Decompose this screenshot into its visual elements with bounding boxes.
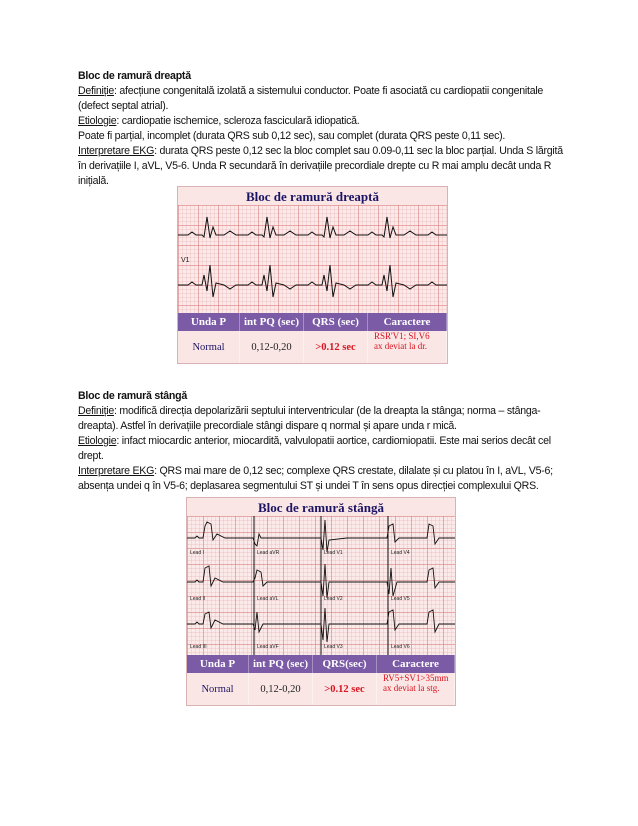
ecg-12-lead-traces xyxy=(187,516,455,655)
lead-label: Lead V1 xyxy=(324,550,343,556)
rbbb-etiology xyxy=(78,114,568,129)
lead-label: Lead V6 xyxy=(391,644,410,650)
rbbb-criteria-table xyxy=(178,313,447,363)
cell-p-wave: Normal xyxy=(178,331,240,363)
interpretation-label: Interpretare EKG xyxy=(78,145,155,157)
etiology-label: Etiologie xyxy=(78,435,117,447)
header-p-wave: Unda P xyxy=(187,655,249,673)
interpretation-text: : QRS mai mare de 0,12 sec; complexe QRS crestate, dilalate și cu platou în I, aVL, V5-6; absența undei q în V5-6; deplasarea segmentului ST și undei T în sens opus direcției complexului QRS. xyxy=(78,465,553,492)
header-characteristics: Caractere xyxy=(368,313,447,331)
cell-pq: 0,12-0,20 xyxy=(249,673,313,705)
definition-label: Definiție xyxy=(78,405,115,417)
rbbb-heading: Bloc de ramură dreaptă xyxy=(78,70,191,82)
header-p-wave: Unda P xyxy=(178,313,240,331)
lead-label: Lead V3 xyxy=(324,644,343,650)
figure-title: Bloc de ramură dreaptă xyxy=(246,189,379,204)
rbbb-interpretation xyxy=(78,144,568,189)
lbbb-interpretation xyxy=(78,464,568,494)
definition-text: : afecțiune congenitală izolată a sistemului conductor. Poate fi asociată cu cardiopatii congenitale (defect septal atrial). xyxy=(78,85,544,112)
header-characteristics: Caractere xyxy=(377,655,455,673)
characteristic-axis: ax deviat la stg. xyxy=(383,683,440,693)
ecg-grid xyxy=(178,205,447,313)
lead-label: Lead aVF xyxy=(257,644,279,650)
lead-label-v1: V1 xyxy=(181,257,190,264)
lead-label: Lead aVL xyxy=(257,596,279,602)
cell-pq: 0,12-0,20 xyxy=(240,331,304,363)
etiology-text: : infact miocardic anterior, miocardită, valvulopatii aortice, cardiomiopatii. Este mai serios decât cel drept. xyxy=(78,435,551,462)
interpretation-label: Interpretare EKG xyxy=(78,465,155,477)
characteristic-amplitude: RV5+SV1>35mm xyxy=(383,673,449,683)
definition-text: : modifică direcția depolarizării septului interventricular (de la dreapta la stânga; norma – stânga-dreapta). Astfel în derivațiile precordiale stângi dispare q normal și apare unda r mică. xyxy=(78,405,541,432)
etiology-label: Etiologie xyxy=(78,115,117,127)
header-qrs: QRS(sec) xyxy=(313,655,377,673)
cell-p-wave: Normal xyxy=(187,673,249,705)
ecg-grid xyxy=(187,516,455,655)
figure-title: Bloc de ramură stângă xyxy=(257,500,385,515)
rbbb-partial: Poate fi parțial, incomplet (durata QRS sub 0,12 sec), sau complet (durata QRS peste 0,11 sec). xyxy=(78,130,506,142)
lbbb-criteria-table xyxy=(187,655,455,705)
lbbb-section xyxy=(78,389,568,494)
lead-label: Lead I xyxy=(190,550,204,556)
interpretation-text: : durata QRS peste 0,12 sec la bloc complet sau 0.09-0,11 sec la bloc parțial. Unda S lărgită în derivațiile I, aVL, V5-6. Unda R secundară în derivațiile precordiale drepte cu R mai amplu decât unda R inițială. xyxy=(78,145,563,187)
lbbb-definition xyxy=(78,404,568,434)
lead-label: Lead V2 xyxy=(324,596,343,602)
lbbb-etiology xyxy=(78,434,568,464)
rbbb-definition xyxy=(78,84,568,114)
cell-qrs: >0.12 sec xyxy=(304,331,368,363)
lead-label: Lead aVR xyxy=(257,550,280,556)
characteristic-morphology: RSR'V1; SI,V6 xyxy=(374,331,430,341)
definition-label: Definiție xyxy=(78,85,115,97)
lead-label: Lead V5 xyxy=(391,596,410,602)
lead-label: Lead II xyxy=(190,596,206,602)
lead-label: Lead V4 xyxy=(391,550,410,556)
etiology-text: : cardiopatie ischemice, scleroza fasciculară idiopatică. xyxy=(116,115,360,127)
cell-characteristics xyxy=(368,331,447,363)
rbbb-section xyxy=(78,69,568,189)
cell-qrs: >0.12 sec xyxy=(313,673,377,705)
cell-characteristics xyxy=(377,673,455,705)
lead-label: Lead III xyxy=(190,644,207,650)
characteristic-axis: ax deviat la dr. xyxy=(374,341,427,351)
lbbb-ecg-figure xyxy=(186,497,456,706)
header-qrs: QRS (sec) xyxy=(304,313,368,331)
header-pq: int PQ (sec) xyxy=(249,655,313,673)
header-pq: int PQ (sec) xyxy=(240,313,304,331)
ecg-trace-v1 xyxy=(178,205,447,313)
rbbb-ecg-figure xyxy=(177,186,448,364)
lbbb-heading: Bloc de ramură stângă xyxy=(78,390,187,402)
